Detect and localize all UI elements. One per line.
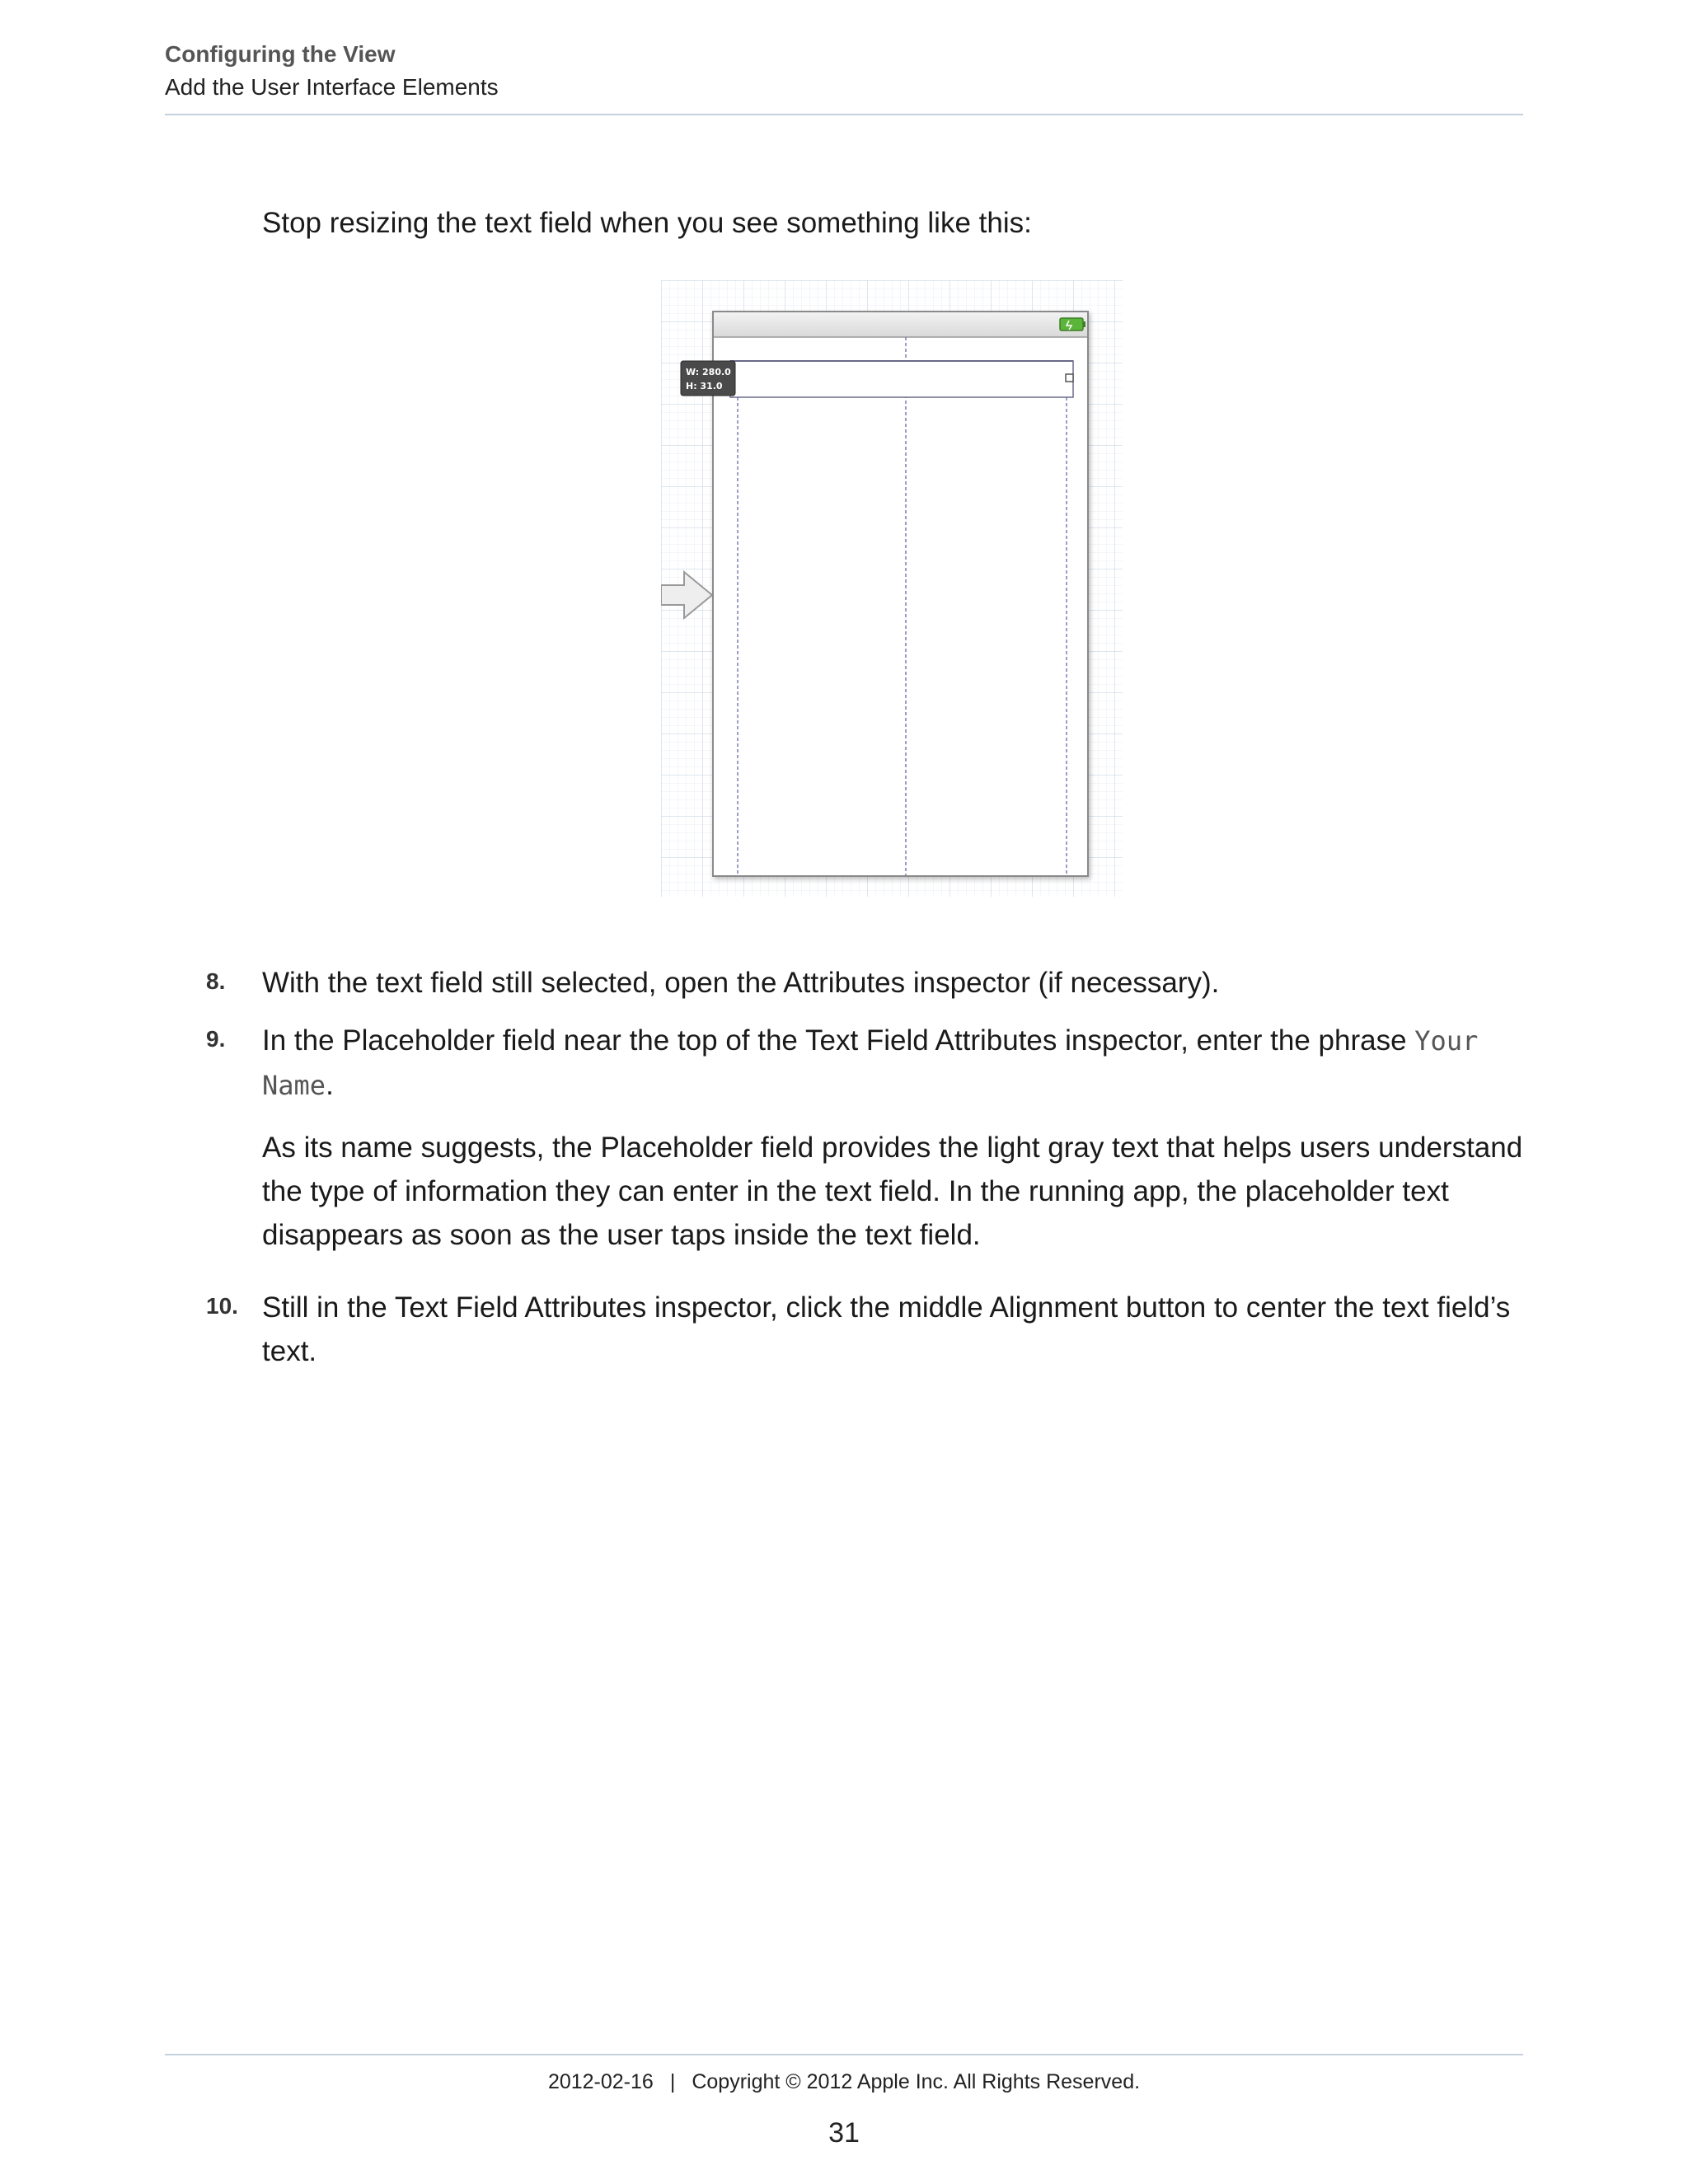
resize-handle [1066, 374, 1073, 382]
battery-icon [1060, 318, 1085, 330]
status-bar [714, 312, 1087, 337]
running-header [165, 38, 1523, 104]
header-divider [165, 114, 1523, 115]
interface-builder-figure [661, 280, 1123, 897]
footer-copyright: Copyright © 2012 Apple Inc. All Rights Reserved. [692, 2070, 1141, 2093]
step-text [262, 1019, 1523, 1108]
canvas-illustration [661, 280, 1123, 897]
section-title: Add the User Interface Elements [165, 74, 499, 100]
chapter-title: Configuring the View [165, 41, 396, 67]
step-text: With the text field still selected, open the Attributes inspector (if necessary). [262, 967, 1220, 999]
footer-date: 2012-02-16 [547, 2070, 654, 2093]
size-badge-width: W: 280.0 [686, 367, 731, 377]
size-badge [681, 361, 735, 396]
step-9-explanation: As its name suggests, the Placeholder field provides the light gray text that helps users understand the type of information they can enter in the text field. In the running app, the placeholder text disappears as soon as the user taps inside the text field. [262, 1132, 1523, 1251]
step-number: 9. [206, 1026, 226, 1052]
page-number: 31 [828, 2117, 860, 2149]
size-badge-height: H: 31.0 [686, 381, 723, 391]
step-text-before: In the Placeholder field near the top of the Text Field Attributes inspector, enter the phrase [262, 1024, 1415, 1057]
step-text-after: . [326, 1069, 334, 1101]
intro-paragraph: Stop resizing the text field when you see something like this: [262, 207, 1032, 239]
placeholder-code: Your Name [262, 1025, 1479, 1101]
footer-divider [165, 2054, 1523, 2055]
footer [165, 2065, 1523, 2098]
footer-separator: | [669, 2070, 676, 2093]
step-text: Still in the Text Field Attributes inspector, click the middle Alignment button to center the text field’s text. [262, 1291, 1511, 1367]
step-number: 10. [206, 1293, 238, 1319]
text-field-selected [730, 361, 1073, 397]
step-number: 8. [206, 968, 226, 994]
